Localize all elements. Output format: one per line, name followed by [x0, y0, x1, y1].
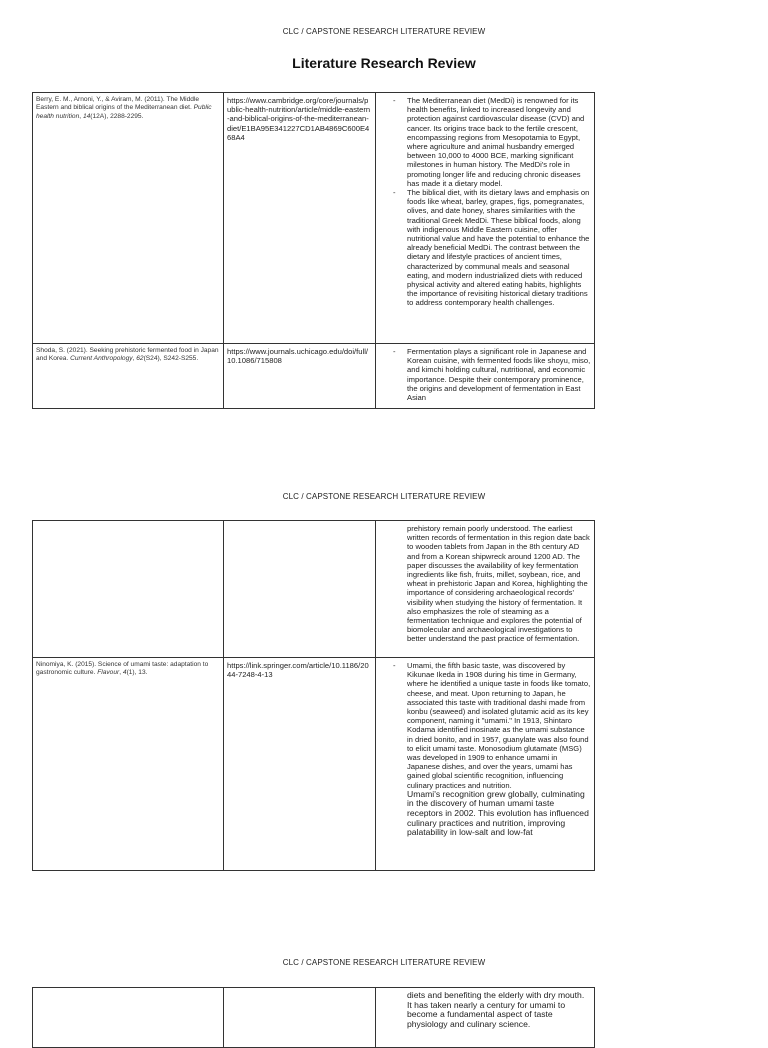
citation-cell [33, 344, 224, 409]
page-title: Literature Research Review [292, 55, 476, 71]
journal-volume: 4 [122, 669, 127, 677]
source-url[interactable]: https://www.cambridge.org/core/journals/public-health-nutrition/article/middle-eastern-and-biblical-origins-of-the-mediterranean-diet/E1BA95E341227CD1AB4869C600E468A4 [227, 96, 371, 142]
table-row [33, 658, 595, 871]
citation-separator: , [119, 669, 123, 677]
table-row [33, 344, 595, 409]
url-cell [224, 988, 376, 1048]
bullet-text: The biblical diet, with its dietary laws and emphasis on foods like wheat, barley, grapes, figs, pomegranates, olives, and date honey, shares similarities with the traditional Greek MedDi. These biblical foods, along with indigenous Middle Eastern cuisine, offer nutritional value and have the potential to enhance the already beneficial MedDi. The contrast between the dietary and lifestyle practices of ancient times, characterized by communal meals and seasonal eating, and modern industrialized diets with reduced physical activity and altered eating habits, highlights the importance of revisiting historical dietary traditions to address contemporary health challenges. [407, 188, 590, 308]
journal-name: Flavour [97, 669, 120, 677]
table-row [33, 93, 595, 344]
url-cell [224, 93, 376, 344]
summary-cell [376, 988, 595, 1048]
citation-pages: (1), 13. [126, 669, 148, 677]
summary-paragraph: Umami's recognition grew globally, culminating in the discovery of human umami taste receptors in 2002. This evolution has influenced culinary practices and nutrition, improving palatability in low-salt and low-fat [407, 788, 589, 838]
table-row [33, 988, 595, 1048]
summary-cell [376, 344, 595, 409]
bullet-text: Fermentation plays a significant role in Japanese and Korean cuisine, with fermented foods like shoyu, miso, and kimchi holding cultural, nutritional, and economic importance. Despite their contemporary prominence, the origins and development of fermentation in East Asian [407, 347, 591, 403]
table-row [33, 521, 595, 658]
page-header: CLC / CAPSTONE RESEARCH LITERATURE REVIEW [282, 958, 486, 967]
citation-text: Berry, E. M., Arnoni, Y., & Aviram, M. (2011). The Middle Eastern and biblical origins of the Mediterranean diet. [36, 96, 200, 112]
citation-cell [33, 521, 224, 658]
page-header: CLC / CAPSTONE RESEARCH LITERATURE REVIEW [282, 27, 486, 36]
source-url[interactable]: https://www.journals.uchicago.edu/doi/full/10.1086/715808 [227, 347, 368, 366]
summary-cell [376, 521, 595, 658]
url-cell [224, 521, 376, 658]
summary-list [379, 661, 591, 790]
summary-cell [376, 93, 595, 344]
citation-pages: (S24), S242-S255. [143, 355, 199, 363]
summary-continuation: diets and benefiting the elderly with dry mouth. It has taken nearly a century for umami to become a fundamental aspect of taste physiology and culinary science. [407, 990, 585, 1029]
bullet-text: The Mediterranean diet (MedDi) is renowned for its health benefits, linked to increased longevity and protection against cardiovascular disease (CVD) and cancer. Its origins trace back to the fertile crescent, encompassing regions from Mesopotamia to Egypt, where agriculture and animal husbandry emerged between 10,000 to 4000 BCE, marking significant milestones in human history. The MedDi's role in promoting longer life and reducing chronic diseases has made it a dietary model. [407, 96, 585, 188]
journal-volume: 62 [136, 355, 144, 363]
summary-continuation: prehistory remain poorly understood. The earliest written records of fermentation in this region date back to wooden tablets from Japan in the 8th century AD and from a Korean shipwreck around 1200 AD. The paper discusses the availability of key fermentation ingredients like fish, fruits, millet, soybean, rice, and wheat in prehistoric Japan and Korea, highlighting the importance of considering archaeological records' visibility when studying the history of fermentation. It also emphasizes the role of steaming as a fermentation technique and explores the potential of biomolecular and archaeological investigations to better understand the past practice of fermentation. [407, 524, 590, 644]
summary-cell [376, 658, 595, 871]
journal-name: Public health nutrition [36, 104, 212, 120]
literature-table [32, 92, 595, 409]
citation-cell [33, 658, 224, 871]
literature-table [32, 520, 595, 871]
journal-volume: 14 [82, 112, 91, 120]
page-header: CLC / CAPSTONE RESEARCH LITERATURE REVIEW [282, 492, 486, 501]
journal-name: Current Anthropology [70, 355, 133, 363]
url-cell [224, 344, 376, 409]
summary-bullet: - The Mediterranean diet (MedDi) is renowned for its health benefits, linked to increased longevity and protection against cardiovascular disease (CVD) and cancer. Its origins trace back to the fertile crescent, encompassing regions from Mesopotamia to Egypt, where agriculture and animal husbandry emerged between 10,000 to 4000 BCE, marking significant milestones in human history. The MedDi's role in promoting longer life and reducing chronic diseases has made it a dietary model. [393, 96, 585, 188]
url-cell [224, 658, 376, 871]
citation-cell [33, 988, 224, 1048]
summary-bullet: - Umami, the fifth basic taste, was discovered by Kikunae Ikeda in 1908 during his time in Germany, where he identified a unique taste in foods like tomato, cheese, and meat. Upon returning to Japan, he associated this taste with traditional dashi made from konbu (seaweed) and isolated glutamic acid as its key component, naming it "umami." In 1913, Shintaro Kodama identified inosinate as the umami substance in dried bonito, and in 1957, guanylate was also found to elicit umami taste. Monosodium glutamate (MSG) was developed in 1909 to enhance umami in Japanese dishes, and over the years, umami has gained global scientific recognition, influencing culinary practices and nutrition. [393, 661, 591, 790]
citation-separator: , [132, 355, 137, 363]
citation-separator: , [79, 112, 83, 120]
citation-text: Shoda, S. (2021). Seeking prehistoric fermented food in Japan and Korea. [36, 347, 219, 363]
citation-cell [33, 93, 224, 344]
summary-list [379, 347, 591, 402]
citation-pages: (12A), 2288-2295. [90, 112, 144, 120]
summary-bullet: - The biblical diet, with its dietary laws and emphasis on foods like wheat, barley, grapes, figs, pomegranates, olives, and date honey, shares similarities with the traditional Greek MedDi. These biblical foods, along with indigenous Middle Eastern cuisine, offer nutritional value and have the potential to enhance the already beneficial MedDi. The contrast between the dietary and lifestyle practices of ancient times, characterized by communal meals and seasonal eating, and modern industrialized diets with reduced physical activity and altered eating habits, highlights the importance of revisiting historical dietary traditions to address contemporary health challenges. [393, 188, 590, 308]
citation-text: Ninomiya, K. (2015). Science of umami taste: adaptation to gastronomic culture. [36, 661, 209, 677]
summary-list [379, 96, 591, 308]
summary-bullet: - Fermentation plays a significant role in Japanese and Korean cuisine, with fermented foods like shoyu, miso, and kimchi holding cultural, nutritional, and economic importance. Despite their contemporary prominence, the origins and development of fermentation in East Asian [393, 347, 591, 403]
literature-table [32, 987, 595, 1048]
source-url[interactable]: https://link.springer.com/article/10.1186/2044-7248-4-13 [227, 661, 369, 680]
bullet-text: Umami, the fifth basic taste, was discovered by Kikunae Ikeda in 1908 during his time in Germany, where he identified a unique taste in foods like tomato, cheese, and meat. Upon returning to Japan, he associated this taste with traditional dashi made from konbu (seaweed) and isolated glutamic acid as its key component, naming it "umami." In 1913, Shintaro Kodama identified inosinate as the umami substance in dried bonito, and in 1957, guanylate was also found to elicit umami taste. Monosodium glutamate (MSG) was developed in 1909 to enhance umami in Japanese dishes, and over the years, umami has gained global scientific recognition, influencing culinary practices and nutrition. [407, 661, 591, 790]
